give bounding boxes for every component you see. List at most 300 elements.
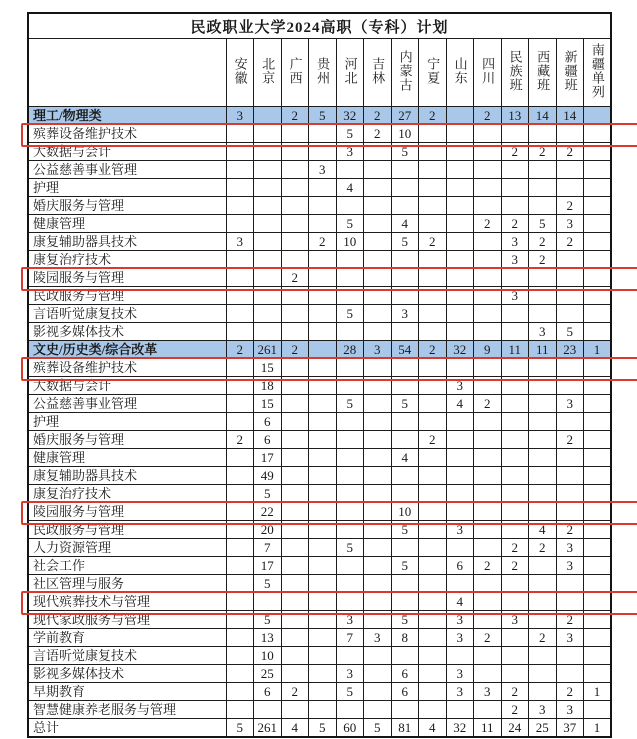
major-row — [28, 665, 611, 683]
value-cell — [336, 467, 364, 485]
value-cell: 5 — [529, 215, 557, 233]
value-cell: 6 — [254, 683, 282, 701]
value-cell: 3 — [529, 701, 557, 719]
major-row — [28, 125, 611, 143]
value-cell: 2 — [529, 233, 557, 251]
value-cell — [281, 233, 309, 251]
value-cell — [584, 179, 612, 197]
value-cell: 32 — [446, 719, 474, 738]
value-cell — [419, 269, 447, 287]
value-cell — [391, 701, 419, 719]
value-cell — [309, 395, 337, 413]
value-cell: 1 — [584, 683, 612, 701]
value-cell — [474, 701, 502, 719]
value-cell — [419, 557, 447, 575]
value-cell: 10 — [254, 647, 282, 665]
value-cell — [584, 503, 612, 521]
value-cell — [501, 449, 529, 467]
value-cell — [254, 701, 282, 719]
major-row — [28, 557, 611, 575]
value-cell — [281, 125, 309, 143]
value-cell — [309, 431, 337, 449]
value-cell: 2 — [419, 107, 447, 125]
value-cell: 2 — [419, 233, 447, 251]
value-cell — [226, 197, 254, 215]
value-cell: 6 — [446, 557, 474, 575]
value-cell — [391, 485, 419, 503]
value-cell — [474, 593, 502, 611]
value-cell: 9 — [474, 341, 502, 359]
value-cell: 2 — [529, 539, 557, 557]
value-cell: 2 — [556, 611, 584, 629]
value-cell — [419, 647, 447, 665]
value-cell — [336, 701, 364, 719]
value-cell — [281, 485, 309, 503]
value-cell — [474, 503, 502, 521]
value-cell: 3 — [336, 665, 364, 683]
value-cell: 7 — [336, 629, 364, 647]
value-cell — [309, 377, 337, 395]
value-cell — [254, 287, 282, 305]
row-label: 现代殡葬技术与管理 — [28, 593, 226, 611]
value-cell — [529, 161, 557, 179]
value-cell — [419, 629, 447, 647]
row-label: 影视多媒体技术 — [28, 323, 226, 341]
value-cell: 6 — [391, 665, 419, 683]
value-cell: 2 — [419, 341, 447, 359]
value-cell — [281, 431, 309, 449]
value-cell — [446, 449, 474, 467]
value-cell — [281, 215, 309, 233]
value-cell: 32 — [336, 107, 364, 125]
column-header-label: 贵州 — [315, 56, 331, 85]
value-cell — [446, 143, 474, 161]
column-header-label: 西藏班 — [535, 49, 551, 92]
value-cell — [529, 179, 557, 197]
value-cell — [474, 269, 502, 287]
value-cell — [584, 593, 612, 611]
value-cell: 3 — [556, 215, 584, 233]
value-cell: 2 — [281, 107, 309, 125]
value-cell — [446, 287, 474, 305]
value-cell: 3 — [446, 377, 474, 395]
value-cell — [309, 269, 337, 287]
value-cell — [474, 467, 502, 485]
row-label: 护理 — [28, 179, 226, 197]
value-cell — [309, 143, 337, 161]
value-cell — [584, 233, 612, 251]
value-cell — [529, 647, 557, 665]
value-cell — [474, 287, 502, 305]
value-cell: 3 — [529, 323, 557, 341]
value-cell — [309, 701, 337, 719]
value-cell — [336, 485, 364, 503]
value-cell — [364, 575, 392, 593]
value-cell: 5 — [254, 575, 282, 593]
value-cell: 60 — [336, 719, 364, 738]
value-cell — [281, 449, 309, 467]
value-cell: 54 — [391, 341, 419, 359]
value-cell: 2 — [419, 431, 447, 449]
value-cell: 5 — [336, 539, 364, 557]
value-cell: 2 — [529, 251, 557, 269]
value-cell — [391, 467, 419, 485]
value-cell — [364, 521, 392, 539]
value-cell — [336, 557, 364, 575]
value-cell — [446, 323, 474, 341]
value-cell: 2 — [556, 521, 584, 539]
value-cell — [501, 467, 529, 485]
value-cell — [391, 251, 419, 269]
major-row — [28, 251, 611, 269]
column-header-label: 内蒙古 — [397, 49, 413, 92]
value-cell — [474, 521, 502, 539]
value-cell — [281, 647, 309, 665]
value-cell — [309, 251, 337, 269]
row-label: 民政服务与管理 — [28, 521, 226, 539]
value-cell — [226, 215, 254, 233]
value-cell — [364, 701, 392, 719]
value-cell — [584, 287, 612, 305]
value-cell — [556, 449, 584, 467]
major-row — [28, 593, 611, 611]
value-cell — [419, 377, 447, 395]
value-cell — [501, 593, 529, 611]
value-cell — [226, 269, 254, 287]
column-header-label: 新疆班 — [562, 49, 578, 92]
row-label: 公益慈善事业管理 — [28, 395, 226, 413]
value-cell — [364, 593, 392, 611]
value-cell — [419, 701, 447, 719]
value-cell — [474, 305, 502, 323]
value-cell — [584, 413, 612, 431]
value-cell: 5 — [254, 611, 282, 629]
value-cell: 10 — [391, 125, 419, 143]
value-cell — [584, 215, 612, 233]
value-cell — [419, 323, 447, 341]
value-cell — [281, 701, 309, 719]
value-cell — [584, 647, 612, 665]
value-cell — [226, 179, 254, 197]
value-cell — [474, 575, 502, 593]
value-cell — [336, 359, 364, 377]
value-cell: 3 — [556, 557, 584, 575]
value-cell — [584, 107, 612, 125]
value-cell: 3 — [446, 521, 474, 539]
value-cell — [446, 251, 474, 269]
value-cell — [446, 575, 474, 593]
value-cell — [364, 665, 392, 683]
value-cell: 2 — [501, 215, 529, 233]
value-cell: 5 — [336, 305, 364, 323]
value-cell: 28 — [336, 341, 364, 359]
value-cell — [474, 611, 502, 629]
value-cell — [364, 647, 392, 665]
value-cell: 3 — [446, 665, 474, 683]
value-cell — [281, 377, 309, 395]
value-cell — [254, 125, 282, 143]
value-cell — [391, 539, 419, 557]
row-label: 早期教育 — [28, 683, 226, 701]
value-cell — [281, 593, 309, 611]
value-cell — [501, 647, 529, 665]
value-cell: 2 — [556, 233, 584, 251]
value-cell — [556, 467, 584, 485]
value-cell — [529, 485, 557, 503]
row-label: 现代家政服务与管理 — [28, 611, 226, 629]
row-label: 学前教育 — [28, 629, 226, 647]
value-cell — [584, 665, 612, 683]
value-cell — [281, 611, 309, 629]
value-cell: 4 — [446, 593, 474, 611]
value-cell — [474, 485, 502, 503]
value-cell — [309, 611, 337, 629]
value-cell — [556, 413, 584, 431]
value-cell: 2 — [556, 431, 584, 449]
value-cell — [556, 161, 584, 179]
value-cell — [226, 143, 254, 161]
value-cell — [419, 287, 447, 305]
value-cell — [584, 323, 612, 341]
value-cell — [391, 197, 419, 215]
value-cell — [446, 233, 474, 251]
column-header-label: 吉林 — [370, 56, 386, 85]
value-cell — [446, 647, 474, 665]
value-cell: 4 — [336, 179, 364, 197]
major-row — [28, 503, 611, 521]
value-cell — [391, 575, 419, 593]
value-cell — [281, 575, 309, 593]
value-cell: 2 — [501, 683, 529, 701]
value-cell — [584, 395, 612, 413]
value-cell — [281, 323, 309, 341]
value-cell — [254, 251, 282, 269]
value-cell — [419, 485, 447, 503]
value-cell: 15 — [254, 359, 282, 377]
value-cell — [474, 647, 502, 665]
value-cell — [501, 359, 529, 377]
value-cell — [501, 323, 529, 341]
value-cell — [419, 467, 447, 485]
value-cell — [281, 287, 309, 305]
value-cell — [364, 413, 392, 431]
column-header — [419, 39, 447, 107]
value-cell — [529, 197, 557, 215]
value-cell: 2 — [226, 431, 254, 449]
value-cell — [254, 305, 282, 323]
value-cell — [529, 467, 557, 485]
value-cell: 6 — [391, 683, 419, 701]
value-cell — [419, 449, 447, 467]
row-label: 健康管理 — [28, 215, 226, 233]
value-cell — [556, 287, 584, 305]
value-cell — [584, 467, 612, 485]
value-cell — [281, 359, 309, 377]
value-cell — [446, 107, 474, 125]
value-cell — [584, 143, 612, 161]
major-row — [28, 395, 611, 413]
value-cell — [529, 665, 557, 683]
value-cell — [501, 503, 529, 521]
value-cell: 3 — [501, 251, 529, 269]
row-label: 康复辅助器具技术 — [28, 233, 226, 251]
value-cell — [529, 575, 557, 593]
value-cell — [391, 287, 419, 305]
value-cell — [584, 305, 612, 323]
major-row — [28, 521, 611, 539]
column-header-label: 广西 — [287, 56, 303, 85]
value-cell — [364, 557, 392, 575]
value-cell — [556, 647, 584, 665]
title-row — [28, 13, 611, 39]
major-row — [28, 287, 611, 305]
value-cell — [364, 683, 392, 701]
value-cell: 1 — [584, 719, 612, 738]
row-label: 言语听觉康复技术 — [28, 305, 226, 323]
value-cell: 2 — [529, 629, 557, 647]
value-cell — [309, 413, 337, 431]
value-cell — [254, 197, 282, 215]
value-cell — [364, 359, 392, 377]
value-cell — [474, 251, 502, 269]
value-cell — [529, 431, 557, 449]
value-cell — [364, 503, 392, 521]
value-cell: 3 — [309, 161, 337, 179]
value-cell — [529, 683, 557, 701]
column-header-label: 河北 — [342, 56, 358, 85]
value-cell — [474, 377, 502, 395]
value-cell: 20 — [254, 521, 282, 539]
value-cell — [309, 503, 337, 521]
value-cell — [529, 395, 557, 413]
value-cell — [419, 683, 447, 701]
major-row — [28, 233, 611, 251]
value-cell — [474, 197, 502, 215]
value-cell — [556, 359, 584, 377]
major-row — [28, 539, 611, 557]
value-cell — [309, 647, 337, 665]
column-header-label: 北京 — [260, 56, 276, 85]
value-cell — [501, 269, 529, 287]
value-cell: 3 — [501, 611, 529, 629]
value-cell — [529, 557, 557, 575]
value-cell — [474, 413, 502, 431]
value-cell — [584, 269, 612, 287]
value-cell: 4 — [419, 719, 447, 738]
value-cell — [474, 161, 502, 179]
value-cell — [226, 395, 254, 413]
row-label: 大数据与会计 — [28, 377, 226, 395]
row-label: 人力资源管理 — [28, 539, 226, 557]
value-cell: 10 — [391, 503, 419, 521]
row-label: 婚庆服务与管理 — [28, 197, 226, 215]
value-cell — [309, 521, 337, 539]
value-cell — [419, 179, 447, 197]
value-cell — [254, 161, 282, 179]
value-cell — [501, 179, 529, 197]
value-cell — [446, 125, 474, 143]
value-cell — [309, 557, 337, 575]
value-cell — [226, 647, 254, 665]
value-cell: 11 — [501, 341, 529, 359]
value-cell — [419, 161, 447, 179]
value-cell — [336, 197, 364, 215]
value-cell: 6 — [254, 413, 282, 431]
value-cell — [336, 377, 364, 395]
value-cell — [446, 413, 474, 431]
value-cell — [584, 521, 612, 539]
value-cell — [336, 593, 364, 611]
value-cell — [226, 593, 254, 611]
value-cell: 3 — [446, 611, 474, 629]
value-cell — [309, 665, 337, 683]
value-cell — [364, 179, 392, 197]
value-cell: 2 — [309, 233, 337, 251]
value-cell — [364, 467, 392, 485]
value-cell — [474, 323, 502, 341]
value-cell — [309, 179, 337, 197]
value-cell — [364, 143, 392, 161]
value-cell — [556, 125, 584, 143]
value-cell: 3 — [336, 611, 364, 629]
value-cell — [501, 395, 529, 413]
row-label: 总计 — [28, 719, 226, 738]
value-cell — [281, 251, 309, 269]
value-cell — [364, 269, 392, 287]
value-cell: 81 — [391, 719, 419, 738]
value-cell — [419, 359, 447, 377]
value-cell — [309, 359, 337, 377]
value-cell — [556, 485, 584, 503]
value-cell: 5 — [254, 485, 282, 503]
value-cell — [584, 251, 612, 269]
value-cell — [419, 665, 447, 683]
value-cell — [254, 215, 282, 233]
value-cell — [529, 413, 557, 431]
value-cell: 5 — [226, 719, 254, 738]
row-label: 婚庆服务与管理 — [28, 431, 226, 449]
value-cell — [584, 557, 612, 575]
value-cell — [419, 395, 447, 413]
value-cell: 5 — [391, 557, 419, 575]
value-cell: 2 — [501, 143, 529, 161]
value-cell — [254, 269, 282, 287]
value-cell — [226, 449, 254, 467]
value-cell — [501, 521, 529, 539]
value-cell — [501, 485, 529, 503]
major-row — [28, 323, 611, 341]
value-cell: 5 — [336, 395, 364, 413]
column-header-label: 山东 — [452, 56, 468, 85]
value-cell — [474, 179, 502, 197]
value-cell — [391, 593, 419, 611]
value-cell — [336, 431, 364, 449]
column-header — [446, 39, 474, 107]
major-row — [28, 269, 611, 287]
value-cell — [364, 395, 392, 413]
row-label: 护理 — [28, 413, 226, 431]
value-cell: 15 — [254, 395, 282, 413]
section-row — [28, 341, 611, 359]
value-cell — [226, 413, 254, 431]
value-cell: 14 — [556, 107, 584, 125]
row-label: 殡葬设备维护技术 — [28, 125, 226, 143]
value-cell — [281, 395, 309, 413]
value-cell — [226, 485, 254, 503]
value-cell — [529, 359, 557, 377]
value-cell — [364, 485, 392, 503]
value-cell — [309, 683, 337, 701]
